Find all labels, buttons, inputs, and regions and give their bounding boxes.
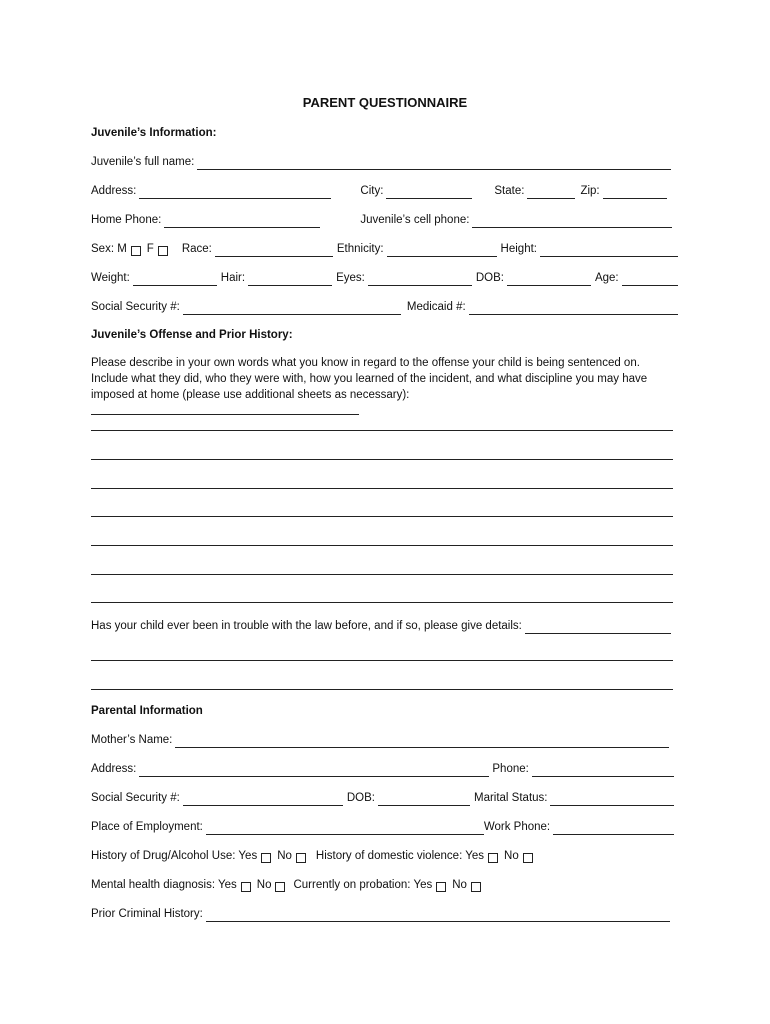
form-title: PARENT QUESTIONNAIRE — [302, 95, 468, 110]
marital-status-field[interactable] — [550, 793, 674, 806]
dob-label: DOB: — [475, 272, 504, 285]
domestic-violence-no-label: No — [504, 850, 519, 863]
race-field[interactable] — [215, 244, 333, 257]
juvenile-ids-row — [91, 299, 678, 315]
juvenile-full-name-field[interactable] — [197, 157, 671, 170]
dob-field[interactable] — [507, 273, 591, 286]
employment-field[interactable] — [206, 822, 484, 835]
juvenile-full-name-label: Juvenile’s full name: — [91, 156, 195, 169]
eyes-label: Eyes: — [336, 272, 365, 285]
hair-label: Hair: — [220, 272, 246, 285]
juvenile-city-label: City: — [360, 185, 384, 198]
juvenile-phone-row — [91, 212, 678, 228]
mother-name-label: Mother’s Name: — [91, 734, 173, 747]
probation-label: Currently on probation: Yes — [293, 879, 433, 892]
medicaid-label: Medicaid #: — [406, 301, 466, 314]
drug-history-no-checkbox[interactable] — [296, 853, 306, 863]
parent-address-row — [91, 761, 678, 777]
mental-health-row — [91, 877, 678, 893]
offense-answer-line[interactable] — [91, 574, 673, 575]
mental-health-no-label: No — [256, 879, 272, 892]
parental-info-heading-text: Parental Information — [91, 705, 203, 718]
employment-row — [91, 819, 678, 835]
juvenile-address-label: Address: — [91, 185, 137, 198]
probation-yes-checkbox[interactable] — [436, 882, 446, 892]
offense-answer-line[interactable] — [91, 602, 673, 603]
sex-female-label: F — [146, 243, 154, 256]
work-phone-field[interactable] — [553, 822, 674, 835]
parent-ssn-field[interactable] — [183, 793, 343, 806]
weight-field[interactable] — [133, 273, 217, 286]
probation-no-label: No — [452, 879, 467, 892]
juvenile-address-row — [91, 183, 678, 199]
drug-history-yes-checkbox[interactable] — [261, 853, 271, 863]
criminal-history-label: Prior Criminal History: — [91, 908, 203, 921]
juvenile-demographics-row — [91, 241, 678, 257]
work-phone-label: Work Phone: — [483, 821, 551, 834]
parent-address-label: Address: — [91, 763, 137, 776]
offense-answer-line[interactable] — [91, 488, 673, 489]
probation-no-checkbox[interactable] — [471, 882, 481, 892]
mother-name-field[interactable] — [175, 735, 669, 748]
age-label: Age: — [594, 272, 619, 285]
weight-label: Weight: — [91, 272, 130, 285]
juvenile-ssn-field[interactable] — [183, 302, 401, 315]
drug-history-no-label: No — [277, 850, 292, 863]
domestic-violence-no-checkbox[interactable] — [523, 853, 533, 863]
juvenile-state-label: State: — [494, 185, 525, 198]
juvenile-city-field[interactable] — [386, 186, 472, 199]
offense-prompt-text: Please describe in your own words what you know in regard to the offense your child is being sentenced on. Include what they did, who they were with, how you learned of the incident, and what discipline you may have imposed at home (please use additional sheets as necessary): — [91, 357, 648, 401]
criminal-history-row — [91, 906, 678, 922]
domestic-violence-label: History of domestic violence: Yes — [315, 850, 485, 863]
prior-trouble-label: Has your child ever been in trouble with the law before, and if so, please give details: — [91, 620, 522, 633]
sex-female-checkbox[interactable] — [158, 246, 168, 256]
age-field[interactable] — [622, 273, 678, 286]
parent-phone-label: Phone: — [492, 763, 529, 776]
criminal-history-field[interactable] — [206, 909, 670, 922]
drug-history-label: History of Drug/Alcohol Use: Yes — [91, 850, 258, 863]
offense-prompt — [91, 355, 678, 420]
prior-trouble-field[interactable] — [525, 621, 671, 634]
mental-health-no-checkbox[interactable] — [275, 882, 285, 892]
parent-ids-row — [91, 790, 678, 806]
offense-answer-line[interactable] — [91, 545, 673, 546]
juvenile-cell-phone-label: Juvenile’s cell phone: — [360, 214, 470, 227]
offense-heading — [91, 327, 678, 343]
juvenile-state-field[interactable] — [527, 186, 575, 199]
ethnicity-label: Ethnicity: — [336, 243, 384, 256]
juvenile-address-field[interactable] — [139, 186, 331, 199]
home-phone-label: Home Phone: — [91, 214, 162, 227]
medicaid-field[interactable] — [469, 302, 678, 315]
history-row — [91, 848, 678, 864]
race-label: Race: — [181, 243, 212, 256]
parent-ssn-label: Social Security #: — [91, 792, 180, 805]
sex-label: Sex: M — [91, 243, 127, 256]
parent-phone-field[interactable] — [532, 764, 674, 777]
mental-health-label: Mental health diagnosis: Yes — [91, 879, 237, 892]
prior-trouble-answer-line[interactable] — [91, 689, 673, 690]
ethnicity-field[interactable] — [387, 244, 497, 257]
height-field[interactable] — [540, 244, 678, 257]
parent-dob-label: DOB: — [346, 792, 375, 805]
prior-trouble-row — [91, 618, 678, 634]
juvenile-zip-label: Zip: — [580, 185, 600, 198]
home-phone-field[interactable] — [164, 215, 320, 228]
domestic-violence-yes-checkbox[interactable] — [488, 853, 498, 863]
prior-trouble-answer-line[interactable] — [91, 660, 673, 661]
employment-label: Place of Employment: — [91, 821, 203, 834]
height-label: Height: — [500, 243, 537, 256]
offense-answer-first-line[interactable] — [91, 403, 359, 415]
offense-answer-line[interactable] — [91, 516, 673, 517]
juvenile-name-row — [91, 154, 678, 170]
mother-name-row — [91, 732, 678, 748]
offense-answer-line[interactable] — [91, 430, 673, 431]
marital-status-label: Marital Status: — [473, 792, 548, 805]
eyes-field[interactable] — [368, 273, 472, 286]
juvenile-ssn-label: Social Security #: — [91, 301, 180, 314]
parent-address-field[interactable] — [139, 764, 489, 777]
juvenile-physical-row — [91, 270, 678, 286]
parent-dob-field[interactable] — [378, 793, 470, 806]
juvenile-zip-field[interactable] — [603, 186, 667, 199]
offense-answer-line[interactable] — [91, 459, 673, 460]
parental-info-heading — [91, 703, 678, 719]
juvenile-info-heading — [91, 125, 678, 141]
hair-field[interactable] — [248, 273, 332, 286]
mental-health-yes-checkbox[interactable] — [241, 882, 251, 892]
juvenile-info-heading-text: Juvenile’s Information: — [91, 127, 217, 140]
juvenile-cell-phone-field[interactable] — [472, 215, 672, 228]
sex-male-checkbox[interactable] — [131, 246, 141, 256]
offense-heading-text: Juvenile’s Offense and Prior History: — [91, 329, 293, 342]
